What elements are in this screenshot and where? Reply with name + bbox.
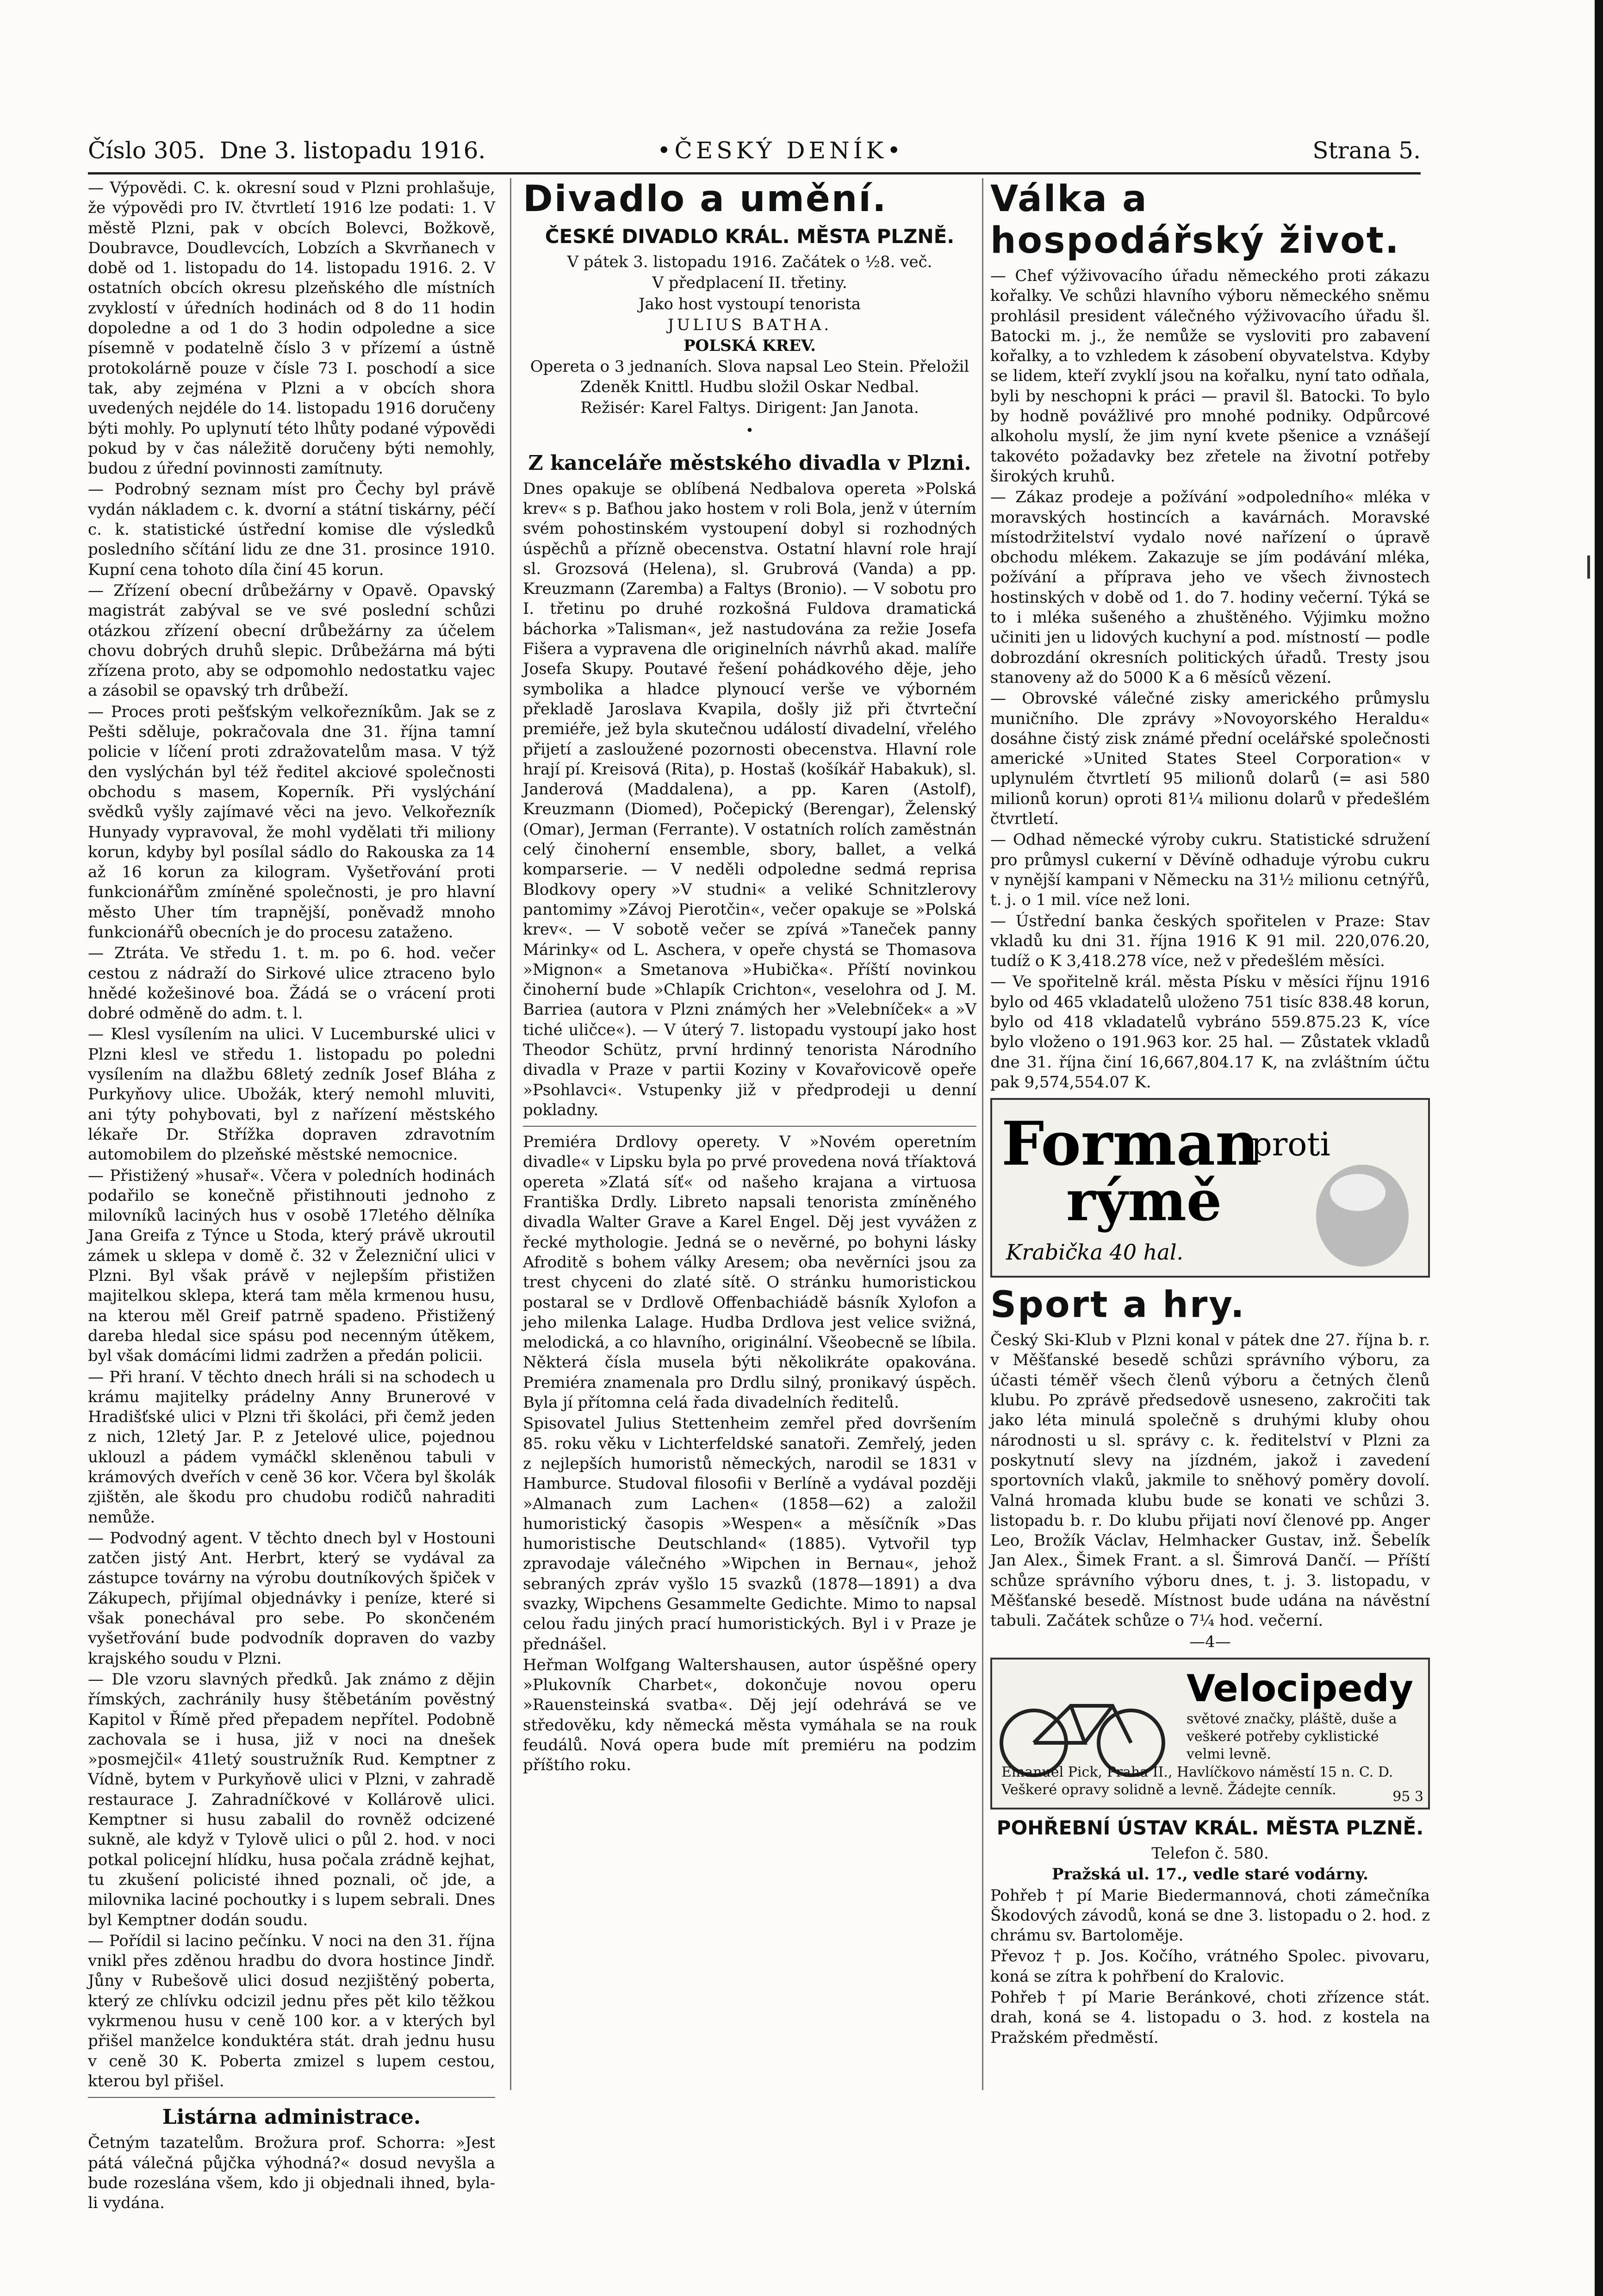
page-mark bbox=[1587, 555, 1590, 579]
article-predku: — Dle vzoru slavných předků. Jak známo z dějin římských, zachránily husy štěbetáním pověstný Kapitol v Římě před přepadem nepřítel. Podobně zachovala se i husa, již v noci na dnešek »posmejčil« 41letý soustružník Rud. Kemptner z Vídně, bytem v Purkyňově ulici v Plzni, v zahradě restaurace J. Zahradníčkové v Kollárově ulici. Kemptner si husu zabalil do rovněž odcizené sukně, ale když v Tylově ulici o půl 2. hod. v noci potkal policejní hlídku, husa počala zrádně kejhat, tu zkušení policisté ihned poznali, oč jde, a milovnika laciné pochoutky i s lupem sebrali. Dnes byl Kemptner dodán soudu. bbox=[88, 1670, 495, 1929]
newspaper-title: •ČESKÝ DENÍK• bbox=[657, 137, 905, 164]
ad-forman-ryme: rýmě bbox=[1066, 1168, 1222, 1234]
article-ustredni-banka: — Ústřední banka českých spořitelen v Praze: Stav vkladů ku dni 31. října 1916 K 91 mil. 220,076.20, tudíž o K 3,418.278 více, než v předešlém měsíci. bbox=[990, 911, 1430, 971]
performance-date: V pátek 3. listopadu 1916. Začátek o ½8. več. bbox=[567, 253, 932, 271]
play-credits: Opereta o 3 jednaních. Slova napsal Leo Stein. Přeložil Zdeněk Knittl. Hudbu složil Oskar Nedbal. bbox=[530, 357, 969, 396]
divider bbox=[88, 2097, 495, 2098]
funeral-heading: POHŘEBNÍ ÚSTAV KRÁL. MĚSTA PLZNĚ. bbox=[996, 1816, 1424, 1839]
column-theatre bbox=[523, 178, 976, 2099]
article-husar: — Přistižený »husař«. Včera v poledních hodinách podařilo se konečně přistihnouti jednoho z milovníků laciných hus v osobě 17letého dělníka Jana Greifa z Týnce u Stoda, který právě ukroutil zámek u sklepa v domě č. 32 v Železniční ulici v Plzni. Byl však právě v nejlepším přistižen majitelkou sklepa, která tam měla krmenou husu, na kterou měl Greif patrně spadeno. Přistižený dareba hledal sice spásu pod necenným útěkem, byl však domácími lidmi zadržen a předán policii. bbox=[88, 1166, 495, 1366]
article-pri-hrani: — Při hraní. V těchto dnech hráli si na schodech u krámu majitelky prádelny Anny Brunerové v Hradišťské ulici v Plzni tři školáci, při čemž jeden z nich, 12letý Jar. P. z Jetelové ulice, pojednou uklouzl a pádem vymáčkl skleněnou tabuli v krámových dveřích v ceně 36 kor. Včera byl školák zjištěn, ale škodu pro chudobu rodičů nahraditi nemůže. bbox=[88, 1367, 495, 1527]
article-signature: —4— bbox=[1189, 1632, 1231, 1651]
article-sporitelna-pisek: — Ve spořitelně král. města Písku v měsíci říjnu 1916 bylo od 465 vkladatelů uloženo 751 tisíc 838.48 korun, bylo od 418 vkladatelů vybráno 559.875.23 K, více bylo vloženo o 191.963 kor. 25 hal. — Zůstatek vkladů dne 31. října činí 16,667,804.17 K, na zvláštním účtu pak 9,574,554.07 K. bbox=[990, 973, 1430, 1092]
column-rule-2 bbox=[982, 178, 983, 2090]
section-title-theatre: Divadlo a umění. bbox=[523, 178, 888, 220]
divider-dot: • bbox=[746, 423, 754, 439]
article-seznam-mist: — Podrobný seznam míst pro Čechy byl právě vydán nákladem c. k. dvorní a státní tiskárny, péčí c. k. statistické ústřední komise dle výsledků posledního sčítání lidu ze dne 31. prosince 1910. Kupní cena tohoto díla činí 45 korun. bbox=[88, 480, 495, 579]
guest-name: JULIUS BATHA. bbox=[667, 315, 832, 334]
admin-note: Četným tazatelům. Brožura prof. Schorra: »Jest pátá válečná půjčka výhodná?« dosud nevyšla a bude rozeslána všem, kdo ji objednali ihned, byla-li vydána. bbox=[88, 2134, 495, 2213]
forman-ad-graphic bbox=[992, 1100, 1428, 1272]
ad-velo-word: Velocipedy bbox=[1187, 1666, 1413, 1710]
ad-velo-code: 95 3 bbox=[1392, 1788, 1423, 1805]
section-title-sport: Sport a hry. bbox=[990, 1284, 1246, 1326]
article-proces: — Proces proti pešťským velkořezníkům. Jak se z Pešti sděluje, pokračovala dne 31. října tamní policie v líčení proti zdražovatelům masa. V týž den vyslýchán byl též ředitel akciové společnosti obchodu s masem, Koperník. Při vyslýchání svědků vyšly zajímavé věci na jevo. Velkořezník Hunyady vypravoval, že mohl vydělati tři miliony korun, kdyby byl posílal sádlo do Rakouska za 14 až 16 korun za kilogram. Vyšetřování proti funkcionářům zmíněné společnosti, je pro hlavní město Uher tím trapnější, poněvadž mnoho funkcionářů obecních je do procesu zataženo. bbox=[88, 702, 495, 942]
page-number: Strana 5. bbox=[1312, 137, 1421, 164]
section-title-economy: Válka a hospodářský život. bbox=[990, 178, 1400, 262]
article-ski-klub: Český Ski-Klub v Plzni konal v pátek dne 27. října b. r. v Měšťanské besedě schůzi správního výboru, za účasti téměř všech členů výboru a četných členů klubu. Po zprávě předsedově usneseno, zakročiti tak jako léta minulá společně s druhými kluby ohou národnosti u sl. správy c. k. ředitelství v Plzni za poskytnutí slevy na jízdném, jakož i zavedení sportovních vlaků, jakmile to sněhový poměry dovolí. Valná hromada klubu bude se konati ve schůzi 3. listopadu b. r. Do klubu přijati noví členové pp. Anger Leo, Brožík Václav, Helmhacker Gustav, inž. Šebelík Jan Alex., Šimek Frant. a sl. Šimrová Dančí. — Příští schůze správního výboru dnes, t. j. 3. listopadu, v Měšťanské besedě. Místnost bude udána na návěstní tabuli. Začátek schůze o 7¼ hod. večerní. bbox=[990, 1331, 1430, 1630]
article-ztrata: — Ztráta. Ve středu 1. t. m. po 6. hod. večer cestou z nádraží do Sirkové ulice ztraceno bylo hnědé kožešinové boa. Žádá se o vrácení proti dobré odměně do adm. t. l. bbox=[88, 944, 495, 1023]
ad-velo-line2: Emanuel Pick, Praha II., Havlíčkovo náměstí 15 n. C. D. Veškeré opravy solidně a levně. Žádejte cenník. bbox=[1001, 1764, 1393, 1798]
scan-edge bbox=[1595, 0, 1603, 2296]
article-theatre-office: Dnes opakuje se oblíbená Nedbalova opereta »Polská krev« s p. Baťhou jako hostem v roli Bola, jenž v úterním svém pohostinském vystoupení dobyl si rozhodných úspěchů a přízně obecenstva. Ostatní hlavní role hrají sl. Grozsová (Helena), sl. Grubrová (Vanda) a pp. Kreuzmann (Zaremba) a Faltys (Bronio). — V sobotu pro I. třetinu po druhé rozkošná Fuldova dramatická báchorka »Talisman«, jež nastudována za režie Josefa Fišera a vypravena dle originelních návrhů akad. malíře Josefa Skupy. Poutavé řešení pohádkového děje, jeho symbolika a hladce plynoucí verše ve výborném překladě Jaroslava Kvapila, došly již při čtvrteční premiéře, jež byla skutečnou událostí divadelní, vřelého přijetí a zasloužené pozornosti obecenstva. Hlavní role hrají pí. Kreisová (Rita), p. Hostaš (košíkář Habakuk), sl. Janderová (Maddalena), a pp. Karen (Astolf), Kreuzmann (Diomed), Počepický (Berengar), Želenský (Omar), Jerman (Ferrante). V ostatních rolích zaměstnán celý činoherní ensemble, sbory, ballet, a velká komparserie. — V neděli odpoledne sedmá reprisa Blodkovy opery »V studni« a veliké Schnitzlerovy pantomimy »Závoj Pierotčin«, večer opakuje se »Polská krev«. — V sobotě večer se zpívá »Taneček panny Márinky« od L. Aschera, v opeře chystá se Thomasova »Mignon« a Smetanova »Hubička«. Příští novinkou činoherní bude »Chlapík Crichton«, veselohra od J. M. Barriea (autora v Plzni známých her »Velebníček« a »V tiché uličce«). — V úterý 7. listopadu vystoupí jako host Theodor Schütz, první hrdinný tenorista Národního divadla v Praze v partii Koziny v Kovařovicově opeře »Psohlavci«. Vstupenky již v předprodeji u denní pokladny. bbox=[523, 479, 976, 1119]
article-waltershausen: Heřman Wolfgang Waltershausen, autor úspěšné opery »Plukovník Charbet«, dokončuje novou operu »Rauensteinská svatba«. Děj její odehrává se ve středověku, kdy německá města vymáhala se na rouk feudálů. Nová opera bude mít premiéru na podzim příštího roku. bbox=[523, 1655, 976, 1775]
article-korалka: — Chef výživovacího úřadu německého proti zákazu kořalky. Ve schůzi hlavního výboru německého sněmu prohlásil president válečného výživovacího úřadu šl. Batocki m. j., že nemůže se vysloviti pro zabavení kořalky, a to vzhledem k zásobení obyvatelstva. Kdyby se lidem, kteří zvyklí jsou na kořalku, nyní tato odňala, byli by neschopni k práci — pravil šl. Batocki. To bylo by hodně povážlivé pro mnohé podniky. Odpůrcové alkoholu myslí, že jim nyní kvete pšenice a vznášejí takovéto požadavky bez zřetele na životní potřeby širokých kruhů. bbox=[990, 267, 1430, 486]
subscription-note: V předplacení II. třetiny. bbox=[652, 274, 847, 293]
article-agent: — Podvodný agent. V těchto dnech byl v Hostouni zatčen jistý Ant. Herbrt, který se vydával za zástupce továrny na výrobu doutníkových špiček v Zákupech, přijímal objednávky i peníze, které si však ponechával pro sebe. Po skončeném vyšetřování bude podvodník dopraven do vazby krajského soudu v Plzni. bbox=[88, 1529, 495, 1668]
issue-number: Číslo 305. bbox=[88, 137, 205, 164]
ad-velo-line1: světové značky, pláště, duše a veškeré potřeby cyklistické velmi levně. bbox=[1187, 1710, 1397, 1762]
article-drdla-premiere: Premiéra Drdlovy operety. V »Novém operetním divadle« v Lipsku byla po prvé provedena nová tříaktová opereta »Zlatá síť« od našeho krajana a virtuosa Františka Drdly. Libreto napsali tenorista zmíněného divadla Walter Grave a Karel Engel. Děj jest vyvážen z řecké mythologie. Jedná se o nevěrné, po bohyni lásky Afroditě s bohem války Aresem; oba nevěrníci jsou za trest chyceni do zlaté sítě. O stránku humoristickou postaral se v Drdlově Offenbachiádě básník Xylofon a jeho milenka Lalage. Hudba Drdlova jest velice svižná, melodická, a co hlavního, originální. Všeobecně se líbila. Některá čísla musela býti několikráte opakována. Premiéra znamenala pro Drdlu silný, pronikavý úspěch. Byla jí přítomna celá řada divadelních ředitelů. bbox=[523, 1133, 976, 1412]
funeral-address: Pražská ul. 17., vedle staré vodárny. bbox=[1052, 1865, 1368, 1884]
admin-heading: Listárna administrace. bbox=[162, 2105, 421, 2129]
issue-date: Dne 3. listopadu 1916. bbox=[220, 137, 486, 164]
article-mleko: — Zákaz prodeje a požívání »odpoledního« mléka v moravských hostincích a kavárnách. Moravské místodržitelství vydalo nové nařízení o úpravě obchodu mlékem. Zakazuje se jím podávání mléka, požívání a příprava jeho ve všech živnostech hostinských v době od 1. do 7. hodiny večerní. Týká se to i mléka sušeného a zhuštěného. Výjimku možno učiniti jen u lidových kuchyní a pod. místností — podle dobrozdání okresních politických úřadů. Tresty jsou stanoveny až do 5000 K a 6 měsíců vězení. bbox=[990, 488, 1430, 687]
column-economy bbox=[990, 178, 1430, 2099]
funeral-notice-3: Pohřeb † pí Marie Beránkové, choti zřízence stát. drah, koná se 4. listopadu o 3. hod. z kostela na Pražském předměstí. bbox=[990, 1988, 1430, 2047]
divider bbox=[523, 1126, 976, 1127]
masthead bbox=[88, 132, 1421, 169]
theatre-heading: ČESKÉ DIVADLO KRÁL. MĚSTA PLZNĚ. bbox=[545, 225, 955, 248]
guest-note: Jako host vystoupí tenorista bbox=[638, 294, 861, 313]
play-directors: Režisér: Karel Faltys. Dirigent: Jan Janota. bbox=[580, 399, 919, 418]
issue-and-date bbox=[88, 132, 485, 169]
advertisement-forman bbox=[990, 1098, 1430, 1278]
column-local-news bbox=[88, 178, 495, 2213]
article-americke-zisky: — Obrovské válečné zisky amerického průmyslu muničního. Dle zprávy »Novoyorského Heraldu« dosáhne čistý zisk známé přední ocelářské společnosti americké »United States Steel Corporation« v uplynulém čtvrtletí 95 milionů dolarů (= asi 580 milionů korun) oproti 81¼ milionu dolarů v předešlém čtvrtletí. bbox=[990, 689, 1430, 829]
article-stettenheim: Spisovatel Julius Stettenheim zemřel před dovršením 85. roku věku v Lichterfeldské sanatoři. Zemřelý, jeden z nejlepších humoristů německých, narodil se 1831 v Hamburce. Studoval filosofii v Berlíně a vydával později »Almanach zum Lachen« (1858—62) a založil humoristický časopis »Wespen« a měsíčník »Das humoristische Deutschland« (1885). Vytvořil typ zpravodaje válečného »Wipchen in Bernau«, jehož sebraných zpráv vyšlo 15 svazků (1878—1891) a dva svazky, Wipchens Gesammelte Gedichte. Mimo to napsal celou řadu jiných prací humoristických. Byl i v Praze je přednášel. bbox=[523, 1414, 976, 1653]
ad-forman-word: Forman bbox=[1001, 1108, 1259, 1179]
funeral-notice-1: Pohřeb † pí Marie Biedermannová, choti zámečníka Škodových závodů, koná se dne 3. listopadu o 2. hod. z chrámu sv. Bartoloměje. bbox=[990, 1886, 1430, 1945]
play-title: POLSKÁ KREV. bbox=[683, 337, 816, 356]
article-vypovedi: — Výpovědi. C. k. okresní soud v Plzni prohlašuje, že výpovědi pro IV. čtvrtletí 1916 lze podati: 1. V městě Plzni, pak v obcích Bolevci, Božkově, Doubravce, Doudlevcích, Lobzích a Skvrňanech v době od 1. listopadu do 14. listopadu 1916. 2. V ostatních obcích okresu plzeňského dle místních zvyklostí v úředních hodinách od 8 do 11 hodin dopoledne a od 1 do 3 hodin odpoledne a sice písemně v podatelně číslo 3 v přízemí a ústně protokolárně pouze v čísle 73 I. poschodí a sice tak, aby zejména v Plzni a v obcích shora uvedených nejdéle do 14. listopadu 1916 doručeny býti mohly. Po uplynutí této lhůty podané výpovědi pokud by v čas náležitě doručeny býti nemohly, budou z úřední povinnosti zamítnuty. bbox=[88, 179, 495, 478]
theatre-office-heading: Z kanceláře městského divadla v Plzni. bbox=[528, 451, 971, 475]
column-rule-1 bbox=[510, 178, 511, 2090]
funeral-notice-2: Převoz † p. Jos. Kočího, vrátného Spolec. pivovaru, koná se zítra k pohřbení do Kralovic. bbox=[990, 1947, 1430, 1986]
ad-forman-price: Krabička 40 hal. bbox=[1006, 1240, 1184, 1265]
article-cukr: — Odhad německé výroby cukru. Statistické sdružení pro průmysl cukerní v Děvíně odhaduje výrobu cukru v nynější kampani v Německu na 31½ milionu cetnýřů, t. j. o 1 mil. více než loni. bbox=[990, 830, 1430, 910]
ad-forman-proti: proti bbox=[1251, 1125, 1330, 1164]
header-rule bbox=[88, 172, 1421, 175]
funeral-telephone: Telefon č. 580. bbox=[1151, 1844, 1269, 1863]
advertisement-velocipedy bbox=[990, 1658, 1430, 1809]
article-pecinka: — Pořídil si lacino pečínku. V noci na den 31. října vnikl přes zděnou hradbu do dvora hostince Jindř. Jůny v Rubešově ulici dosud nezjištěný poberta, který ze chlívku odcizil jednu přes pět kilo těžkou vykrmenou husu v ceně 100 kor. a v kterých byl přišel manželce konduktéra stát. drah jednu husu v ceně 30 K. Poberta zmizel s lupem cestou, kterou byl přišel. bbox=[88, 1931, 495, 2090]
article-klesl: — Klesl vysílením na ulici. V Lucemburské ulici v Plzni klesl ve středu 1. listopadu po poledni vysílením na dlažbu 68letý zedník Josef Bláha z Purkyňovy ulice. Ubožák, který nemohl mluviti, ani týty pohybovati, byl z nařízení městského lékaře Dr. Střížka dopraven zdravotním automobilem do plzeňské městské nemocnice. bbox=[88, 1025, 495, 1164]
article-drubezarna: — Zřízení obecní drůbežárny v Opavě. Opavský magistrát zabýval se ve své poslední schůzi otázkou zřízení obecní drůbežárny za účelem chovu dobrých druhů slepic. Drůbežárna má býti zřízena proto, aby se odpomohlo nedostatku vajec a zásobil se opavský trh drůbeží. bbox=[88, 581, 495, 700]
